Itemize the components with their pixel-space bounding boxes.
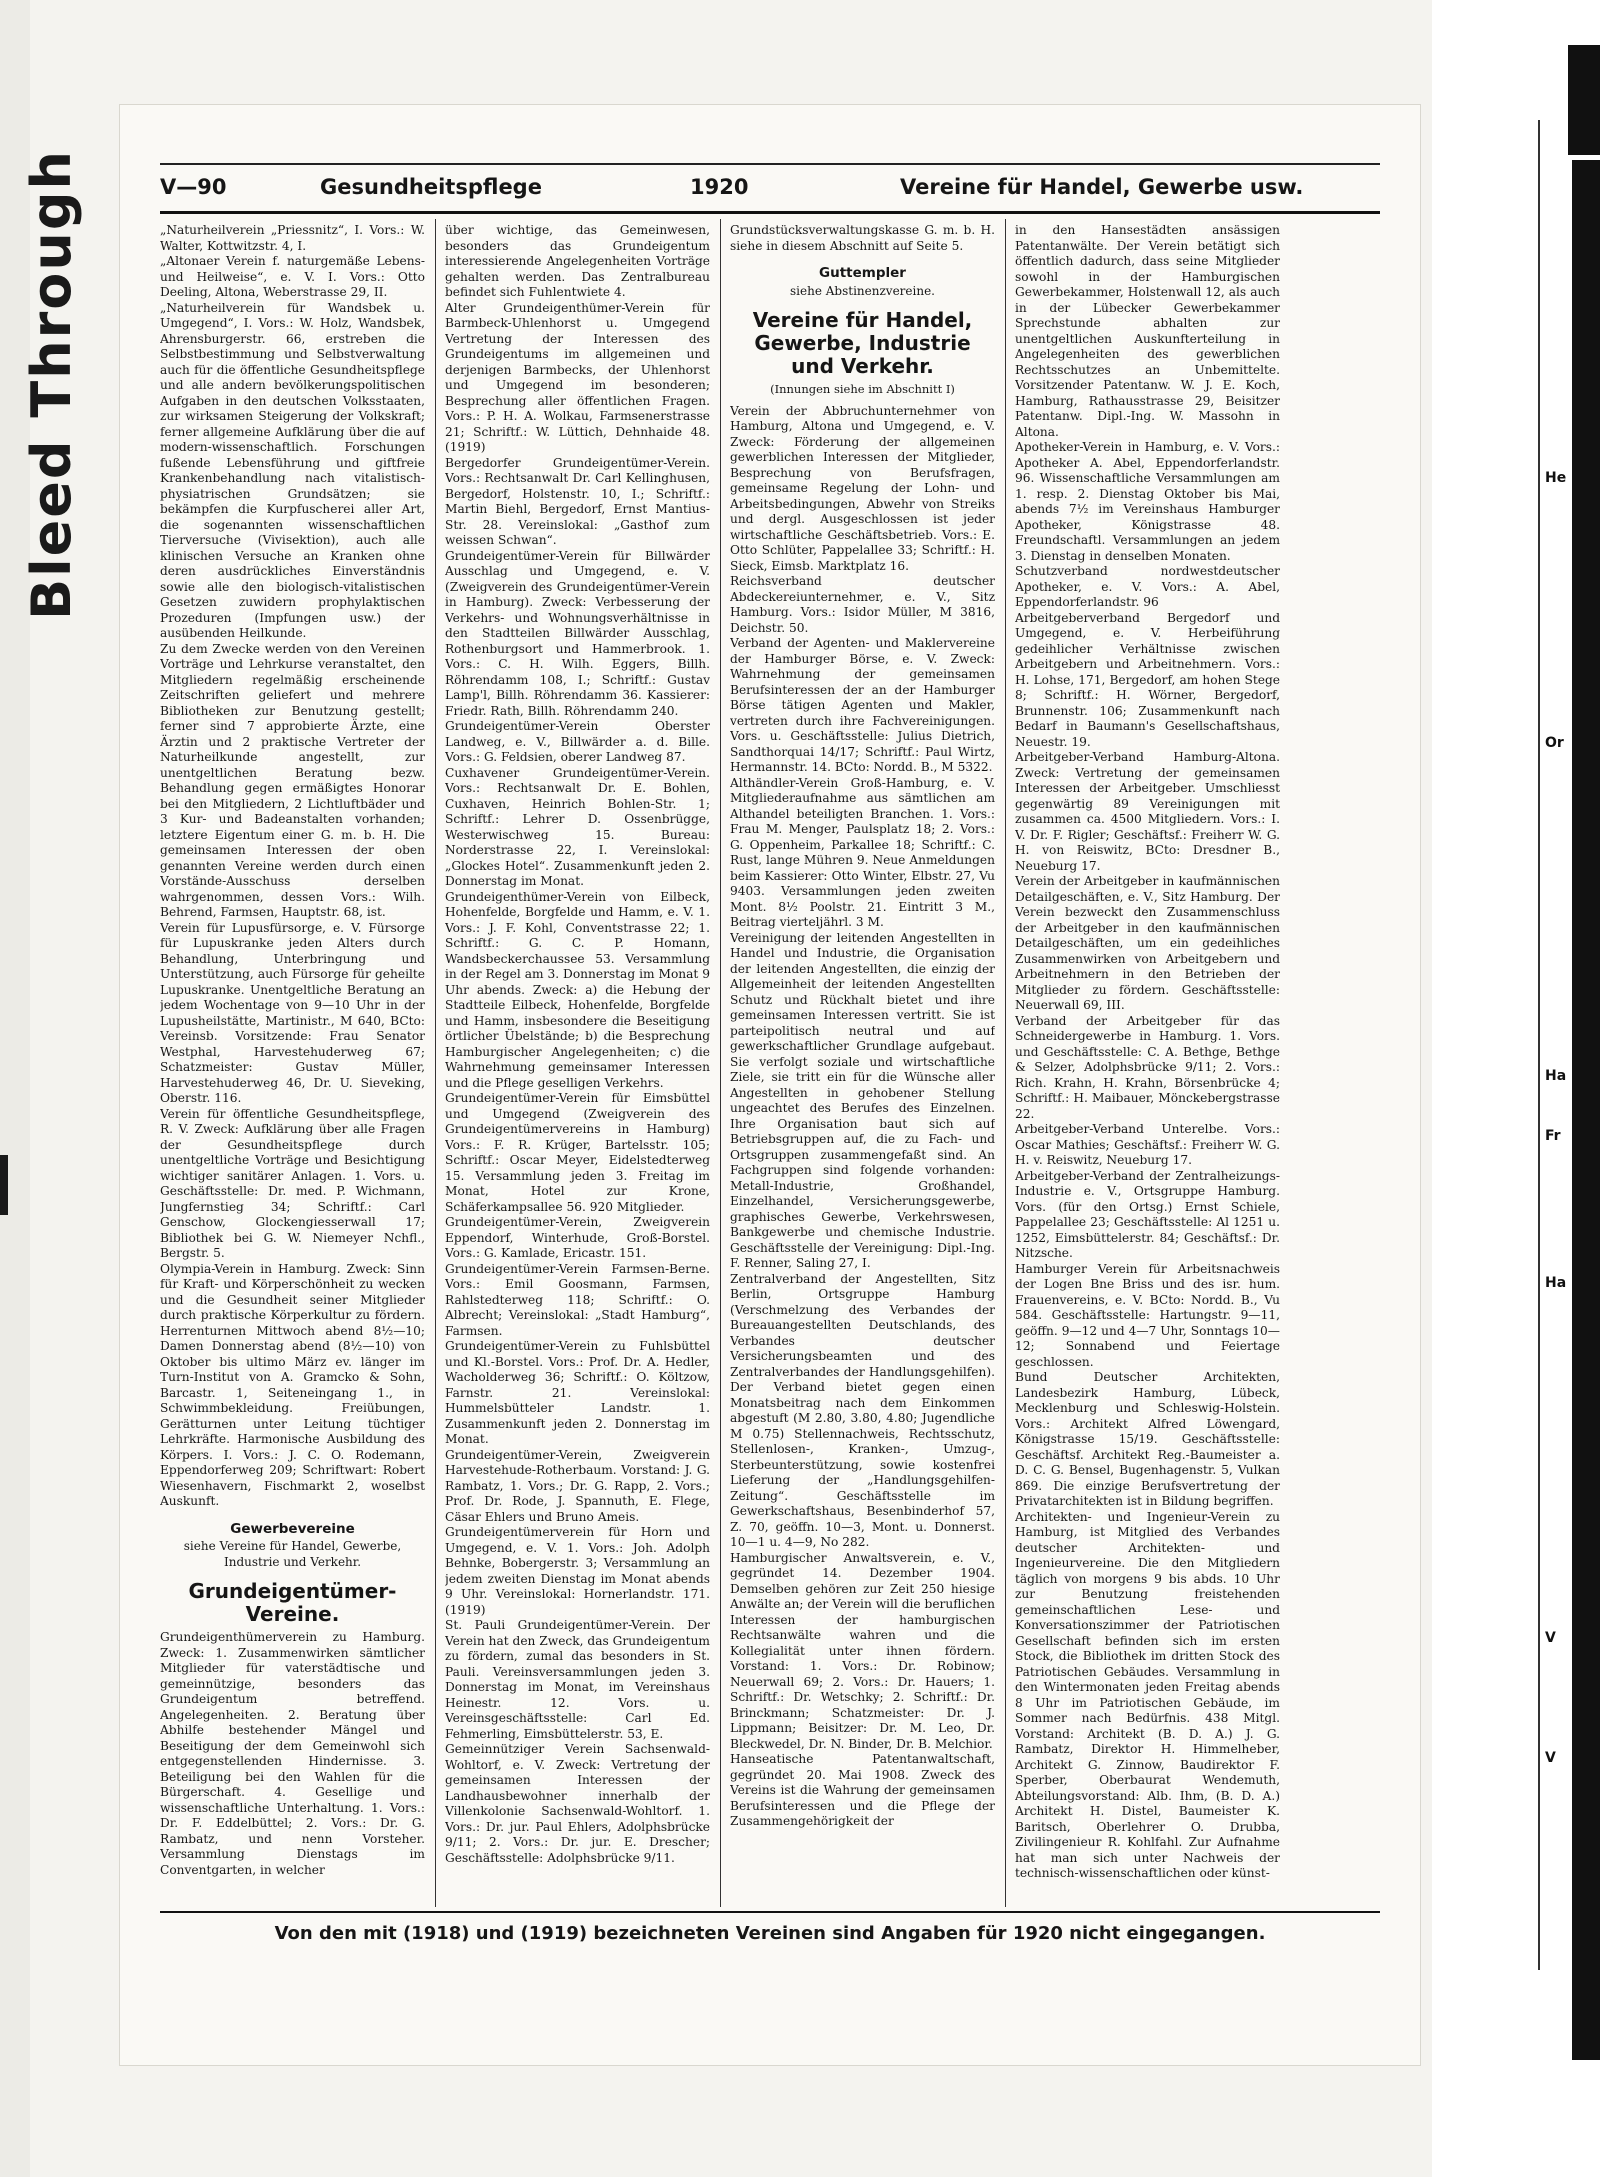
association-entry: Grundeigentümer-Verein, Zweigverein Harvestehude-Rotherbaum. Vorstand: J. G. Rambatz, 1. Vors.; Dr. G. Rapp, 2. Vors.; Prof. Dr. Rode, J. Spannuth, E. Flege, Cäsar Ehlers und Bruno Ameis. [445,1447,710,1524]
association-entry: Olympia-Verein in Hamburg. Zweck: Sinn für Kraft- und Körperschönheit zu wecken und die Gesundheit seiner Mitglieder durch praktische Körperkultur zu fördern. Herrenturnen Mittwoch abend 8½—10; Damen Donnerstag abend (8½—10) von Oktober bis ultimo März ev. länger im Turn-Institut von A. Gramcko & Sohn, Barcastr. 1, Seiteneingang 1., in Schwimmbekleidung. Freiübungen, Gerätturnen unter Leitung tüchtiger Lehrkräfte. Harmonische Ausbildung des Körpers. I. Vors.: J. C. O. Rodemann, Eppendorferweg 209; Schriftwart: Robert Wiesenhavern, Fischmarkt 2, woselbst Auskunft. [160,1261,425,1508]
association-entry: Althändler-Verein Groß-Hamburg, e. V. Mitgliederaufnahme aus sämtlichen am Althandel beteiligten Branchen. 1. Vors.: Frau M. Menger, Paulsplatz 18; 2. Vors.: G. Oppenheim, Parkallee 18; Schriftf.: C. Rust, lange Mühren 9. Neue Anmeldungen beim Kassierer: Otto Winter, Elbstr. 27, Vu 9403. Versammlungen jeden zweiten Mont. 8½ Poolstr. 21. Eintritt 3 M., Beitrag vierteljährl. 3 M. [730,775,995,929]
bleed-through-label: Bleed Through [20,149,83,620]
association-entry: Grundeigentümer-Verein für Billwärder Ausschlag und Umgegend, e. V. (Zweigverein des Grundeigentümer-Verein in Hamburg). Zweck: Verbesserung der Verkehrs- und Wohnungsverhältnisse in den Stadtteilen Billwärder Ausschlag, Rothenburgsort und Hammerbrook. 1. Vors.: C. H. Wilh. Eggers, Billh. Röhrendamm 108, I.; Schriftf.: Gustav Lamp'l, Billh. Röhrendamm 36. Kassierer: Friedr. Rath, Billh. Röhrendamm 240. [445,548,710,718]
column-1 [160,223,425,1903]
section-title: Vereine für Handel, Gewerbe, Industrie und Verkehr. [752,308,973,378]
association-entry: Verband der Agenten- und Maklervereine der Hamburger Börse, e. V. Zweck: Wahrnehmung der gemeinsamen Berufsinteressen der an der Hamburger Börse tätigen Agenten und Makler, vertreten durch ihre Fachvereinigungen. Vors. u. Geschäftsstelle: Julius Dietrich, Sandthorquai 14/17; Schriftf.: Paul Wirtz, Hermannstr. 14. BCto: Nordd. B., M 5322. [730,636,995,774]
association-entry: über wichtige, das Gemeinwesen, besonders das Grundeigentum interessierende Angelegenheiten Vorträge gehalten werden. Das Zentralbureau befindet sich Fuhlentwiete 4. [445,223,710,299]
section-heading: Gesundheitspflege [320,175,542,199]
association-entry: Verein der Abbruchunternehmer von Hamburg, Altona und Umgegend, e. V. Zweck: Förderung der allgemeinen gewerblichen Interessen der Mitglieder, Besprechung von Berufsfragen, gemeinsame Regelung der Lohn- und Arbeitsbedingungen, Abwehr von Streiks und dergl. Ausgeschlossen ist jeder wirtschaftliche Geschäftsbetrieb. Vors.: E. Otto Schlüter, Pappelallee 33; Schriftf.: H. Sieck, Eimsb. Marktplatz 16. [730,403,995,573]
page-year: 1920 [690,175,749,199]
subsection-title: Gewerbevereine [230,1520,355,1537]
association-entry: Bund Deutscher Architekten, Landesbezirk Hamburg, Lübeck, Mecklenburg und Schleswig-Holstein. Vors.: Architekt Alfred Löwengard, Königstrasse 15/19. Geschäftsstelle: Geschäftsf. Architekt Reg.-Baumeister a. D. C. G. Bensel, Bugenhagenstr. 5, Vulkan 869. Die einzige Berufsvertretung der Privatarchitekten ist in Bildung begriffen. [1015,1370,1280,1508]
association-entry: „Naturheilverein „Priessnitz“, I. Vors.: W. Walter, Kottwitzstr. 4, I. [160,223,425,253]
edge-word: Ha [1545,1275,1567,1291]
association-entry: Grundeigentümer-Verein zu Fuhlsbüttel und Kl.-Borstel. Vors.: Prof. Dr. A. Hedler, Wacholderweg 36; Schriftf.: O. Költzow, Farnstr. 21. Vereinslokal: Hummelsbütteler Landstr. 1. Zusammenkunft jeden 2. Donnerstag im Monat. [445,1339,710,1446]
column-3 [730,223,995,1903]
column-divider [720,219,721,1907]
association-entry: Grundeigentümer-Verein, Zweigverein Eppendorf, Winterhude, Groß-Borstel. Vors.: G. Kamlade, Ericastr. 151. [445,1215,710,1260]
footer-rule [160,1911,1380,1913]
association-entry: Zentralverband der Angestellten, Sitz Berlin, Ortsgruppe Hamburg (Verschmelzung des Verbandes der Bureauangestellten Deutschlands, des Verbandes deutscher Versicherungsbeamten und des Zentralverbandes der Handlungsgehilfen). Der Verband bietet gegen einen Monatsbeitrag nach dem Einkommen abgestuft (M 2.80, 3.80, 4.80; Jugendliche M 0.75) Stellennachweis, Rechtsschutz, Stellenlosen-, Kranken-, Umzug-, Sterbeunterstützung, sowie kostenfrei Lieferung der „Handlungsgehilfen-Zeitung“. Geschäftsstelle im Gewerkschaftshaus, Besenbinderhof 57, Z. 70, geöffn. 10—3, Mont. u. Donnerst. 10—1 u. 4—9, No 282. [730,1271,995,1549]
association-entry: Verein für Lupusfürsorge, e. V. Fürsorge für Lupuskranke jeden Alters durch Behandlung, Unterbringung und Unterstützung, auch Fürsorge für geheilte Lupuskranke. Unentgeltliche Beratung an jedem Wochentage von 9—10 Uhr in der Lupusheilstätte, Martinistr., M 640, BCto: Vereinsb. Vorsitzende: Frau Senator Westphal, Harvestehuderweg 67; Schatzmeister: Gustav Müller, Harvestehuderweg 46, Dr. U. Sieveking, Oberstr. 116. [160,920,425,1105]
association-entry: Hanseatische Patentanwaltschaft, gegründet 20. Mai 1908. Zweck des Vereins ist die Wahrung der gemeinsamen Berufsinteressen und die Pflege der Zusammengehörigkeit der [730,1752,995,1828]
edge-word: He [1545,470,1567,486]
association-entry: Grundeigentümerverein für Horn und Umgegend, e. V. 1. Vors.: Joh. Adolph Behnke, Bobergerstr. 3; Versammlung an jedem zweiten Dienstag im Monat abends 9 Uhr. Vereinslokal: Hornerlandstr. 171. (1919) [445,1525,710,1617]
cross-reference-note: (Innungen siehe im Abschnitt I) [770,382,955,396]
association-entry: Architekten- und Ingenieur-Verein zu Hamburg, ist Mitglied des Verbandes deutscher Architekten- und Ingenieurvereine. Die den Mitgliedern täglich von morgens 9 bis abds. 10 Uhr zur Benutzung freistehenden gemeinschaftlichen Lese- und Konversationszimmer der Patriotischen Gesellschaft befinden sich im ersten Stock, die Bibliothek im dritten Stock des Patriotischen Gebäudes. Versammlung in den Wintermonaten jeden Freitag abends 8 Uhr im Patriotischen Gebäude, im Sommer nach Bedürfnis. 438 Mitgl. Vorstand: Architekt (B. D. A.) J. G. Rambatz, Direktor H. Himmelheber, Architekt G. Zinnow, Baudirektor F. Sperber, Oberbaurat Wendemuth, Abteilungsvorstand: Alb. Ihm, (B. D. A.) Architekt H. Distel, Baumeister K. Baritsch, Oberlehrer O. Drubba, Zivilingenieur R. Kohlfahl. Zur Aufnahme hat man sich unter Nachweis der technisch-wissenschaftlichen oder künst- [1015,1509,1280,1880]
cross-reference-note: siehe Abstinenzvereine. [790,283,935,298]
document-page [120,105,1420,2065]
association-entry: Grundeigentümer-Verein für Eimsbüttel und Umgegend (Zweigverein des Grundeigentümervereins in Hamburg) Vors.: F. R. Krüger, Bartelsstr. 105; Schriftf.: Oscar Meyer, Eidelstedterweg 15. Versammlung jeden 3. Freitag im Monat, Hotel zur Krone, Schäferkampsallee 56. 920 Mitglieder. [445,1091,710,1214]
association-entry: Bergedorfer Grundeigentümer-Verein. Vors.: Rechtsanwalt Dr. Carl Kellinghusen, Bergedorf, Holstenstr. 10, I.; Schriftf.: Martin Biehl, Bergedorf, Ernst Mantius-Str. 28. Vereinslokal: „Gasthof zum weissen Schwan“. [445,455,710,547]
subsection-title: Guttempler [819,265,906,281]
association-entry: Verband der Arbeitgeber für das Schneidergewerbe in Hamburg. 1. Vors. und Geschäftsstelle: C. A. Bethge, Bethge & Selzer, Adolphsbrücke 9/11; 2. Vors.: Rich. Krahn, H. Krahn, Börsenbrücke 4; Schriftf.: H. Maibauer, Mönckebergstrasse 22. [1015,1013,1280,1121]
association-entry: in den Hansestädten ansässigen Patentanwälte. Der Verein betätigt sich öffentlich dadurch, dass seine Mitglieder sowohl in der Hamburgischen Gewerbekammer, Holstenwall 12, als auch in der Lübecker Gewerbekammer Sprechstunde abhalten zur unentgeltlichen Auskunfterteilung in Angelegenheiten des gewerblichen Rechtsschutzes an Unbemittelte. Vorsitzender Patentanw. W. J. E. Koch, Hamburg, Rathausstrasse 29, Beisitzer Patentanw. Dipl.-Ing. W. Massohn in Altona. [1015,223,1280,439]
association-entry: Grundeigenthümerverein zu Hamburg. Zweck: 1. Zusammenwirken sämtlicher Mitglieder für vaterstädtische und gemeinnützige, besonders das Grundeigentum betreffend. Angelegenheiten. 2. Beratung über Abhilfe bestehender Mängel und Beseitigung der dem Gemeinwohl sich entgegenstellenden Hindernisse. 3. Beteiligung bei den Wahlen für die Bürgerschaft. 4. Gesellige und wissenschaftliche Unterhaltung. 1. Vors.: Dr. F. Eddelbüttel; 2. Vors.: Dr. G. Rambatz, und nenn Vorsteher. Versammlung Dienstags im Conventgarten, in welcher [160,1630,425,1877]
association-entry: Zu dem Zwecke werden von den Vereinen Vorträge und Lehrkurse veranstaltet, den Mitgliedern regelmäßig erscheinende Zeitschriften geliefert und mehrere Bibliotheken zur Benutzung gestellt; ferner sind 7 approbierte Ärzte, eine Ärztin und 2 praktische Vertreter der Naturheilkunde angestellt, zur unentgeltlichen Beratung bezw. Behandlung gegen ermäßigtes Honorar bei den Mitgliedern, 2 Lichtluftbäder und 3 Kur- und Badeanstalten vorhanden; letztere Eigentum einer G. m. b. H. Die gemeinsamen Interessen der oben genannten Vereine werden durch einen Vorstände-Ausschuss derselben wahrgenommen, dessen Vors.: Wilh. Behrend, Farmsen, Hauptstr. 68, ist. [160,641,425,919]
association-entry: Arbeitgeber-Verband Hamburg-Altona. Zweck: Vertretung der gemeinsamen Interessen der Arbeitgeber. Umschliesst gegenwärtig 89 Vereinigungen mit zusammen ca. 4500 Mitgliedern. Vors.: I. V. Dr. F. Rigler; Geschäftsf.: Freiherr W. G. H. von Reiswitz, BCto: Dresdner B., Neueburg 17. [1015,750,1280,873]
scan-dark-bar-top [1568,45,1600,155]
edge-word: Ha [1545,1068,1567,1084]
association-entry: Gemeinnütziger Verein Sachsenwald-Wohltorf, e. V. Zweck: Vertretung der gemeinsamen Interessen der Landhausbewohner innerhalb der Villenkolonie Sachsenwald-Wohltorf. 1. Vors.: Dr. jur. Paul Ehlers, Adolphsbrücke 9/11; 2. Vors.: Dr. jur. E. Drescher; Geschäftsstelle: Adolphsbrücke 9/11. [445,1742,710,1865]
association-entry: Grundstücksverwaltungskasse G. m. b. H. siehe in diesem Abschnitt auf Seite 5. [730,223,995,253]
association-entry: Verein für öffentliche Gesundheitspflege, R. V. Zweck: Aufklärung über alle Fragen der Gesundheitspflege durch unentgeltliche Vorträge und Besichtigung wichtiger sanitärer Anlagen. 1. Vors. u. Geschäftsstelle: Dr. med. P. Wichmann, Jungfernstieg 34; Schriftf.: Carl Genschow, Glockengiesserwall 17; Bibliothek bei G. W. Niemeyer Nchfl., Bergstr. 5. [160,1106,425,1260]
association-entry: Arbeitgeberverband Bergedorf und Umgegend, e. V. Herbeiführung gedeihlicher Verhältnisse zwischen Arbeitgebern und Arbeitnehmern. Vors.: H. Lohse, 171, Bergedorf, am hohen Stege 8; Schriftf.: H. Wörner, Bergedorf, Brunnenstr. 106; Zusammenkunft nach Bedarf in Baumann's Gesellschaftshaus, Neuestr. 19. [1015,610,1280,749]
cross-reference-note: siehe Vereine für Handel, Gewerbe, Industrie und Verkehr. [183,1539,402,1569]
association-entry: Alter Grundeigenthümer-Verein für Barmbeck-Uhlenhorst u. Umgegend Vertretung der Interessen des Grundeigentums im allgemeinen und derjenigen Barmbecks, der Uhlenhorst und Umgegend im besonderen; Besprechung aller öffentlichen Fragen. Vors.: P. H. A. Wolkau, Farmsenerstrasse 21; Schriftf.: W. Lüttich, Dehnhaide 48. (1919) [445,300,710,454]
bleed-mark [0,1155,8,1215]
association-entry: Schutzverband nordwestdeutscher Apotheker, e. V. Vors.: A. Abel, Eppendorferlandstr. 96 [1015,564,1280,609]
page-header [160,169,1380,209]
edge-word: Fr [1545,1128,1561,1144]
column-4 [1015,223,1280,1903]
association-entry: Arbeitgeber-Verband Unterelbe. Vors.: Oscar Mathies; Geschäftsf.: Freiherr W. G. H. v. Reiswitz, Neueburg 17. [1015,1122,1280,1167]
column-divider [1005,219,1006,1907]
footer-note: Von den mit (1918) und (1919) bezeichneten Vereinen sind Angaben für 1920 nicht eingegangen. [274,1923,1266,1944]
association-entry: Hamburger Verein für Arbeitsnachweis der Logen Bne Briss und des isr. hum. Frauenvereins, e. V. BCto: Nordd. B., Vu 584. Geschäftsstelle: Hartungstr. 9—11, geöffn. 9—12 und 4—7 Uhr, Sonntags 10—12; Sonnabend und Feiertage geschlossen. [1015,1261,1280,1369]
association-entry: Vereinigung der leitenden Angestellten in Handel und Industrie, die Organisation der leitenden Angestellten, die einzig der Allgemeinheit der leitenden Angestellten Schutz und Rückhalt bietet und ihre gemeinsamen Interessen vertritt. Sie ist parteipolitisch neutral und auf gewerkschaftlicher Grundlage aufgebaut. Sie verfolgt soziale und wirtschaftliche Ziele, sie tritt ein für die Wünsche aller Angestellten in gehobener Stellung ungeachtet des Berufes des Einzelnen. Ihre Organisation baut sich auf Betriebsgruppen auf, die zu Fach- und Ortsgruppen zusammengefaßt sind. An Fachgruppen sind folgende vorhanden: Metall-Industrie, Großhandel, Einzelhandel, Versicherungsgewerbe, graphisches Gewerbe, Verkehrswesen, Bankgewerbe und chemische Industrie. Geschäftsstelle der Vereinigung: Dipl.-Ing. F. Renner, Saling 27, I. [730,930,995,1270]
running-title: Vereine für Handel, Gewerbe usw. [900,175,1304,199]
association-entry: Grundeigentümer-Verein Farmsen-Berne. Vors.: Emil Goosmann, Farmsen, Rahlstedterweg 118; Schriftf.: O. Albrecht; Vereinslokal: „Stadt Hamburg“, Farmsen. [445,1261,710,1338]
adjacent-page-edge [1538,120,1540,1970]
association-entry: Apotheker-Verein in Hamburg, e. V. Vors.: Apotheker A. Abel, Eppendorferlandstr. 96. Wissenschaftliche Versammlungen am 1. resp. 2. Dienstag Oktober bis Mai, abends 7½ im Vereinshaus Hamburger Apotheker, Königstrasse 48. Freundschaftl. Versammlungen an jedem 3. Dienstag in denselben Monaten. [1015,440,1280,563]
column-2 [445,223,710,1903]
top-rule [160,163,1380,165]
association-entry: Reichsverband deutscher Abdeckereiunternehmer, e. V., Sitz Hamburg. Vors.: Isidor Müller, M 3816, Deichstr. 50. [730,574,995,635]
association-entry: St. Pauli Grundeigentümer-Verein. Der Verein hat den Zweck, das Grundeigentum zu fördern, zumal das besonders in St. Pauli. Vereinsversammlungen jeden 3. Donnerstag im Monat, im Vereinshaus Heinestr. 12. Vors. u. Vereinsgeschäftsstelle: Carl Ed. Fehmerling, Eimsbüttelerstr. 53, E. [445,1618,710,1741]
association-entry: Cuxhavener Grundeigentümer-Verein. Vors.: Rechtsanwalt Dr. E. Bohlen, Cuxhaven, Heinrich Bohlen-Str. 1; Schriftf.: Lehrer D. Ossenbrügge, Westerwischweg 15. Bureau: Norderstrasse 22, I. Vereinslokal: „Glockes Hotel“. Zusammenkunft jeden 2. Donnerstag im Monat. [445,765,710,888]
association-entry: „Naturheilverein für Wandsbek u. Umgegend“, I. Vors.: W. Holz, Wandsbek, Ahrensburgerstr. 66, erstreben die Selbstbestimmung und Selbstverwaltung auch für die öffentliche Gesundheitspflege und alle andern bevölkerungspolitischen Aufgaben in den deutschen Volksstaaten, zur wirksamen Steigerung der Volkskraft; ferner allgemeine Aufklärung über die auf modern-wissenschaftlich. Forschungen fußende Lebensführung und giftfreie Krankenbehandlung nach vitalistisch-physiatrischen Grundsätzen; sie bekämpfen die Kurpfuscherei aller Art, die sogenannten wissenschaftlichen Tierversuche (Vivisektion), auch alle klinischen Versuche an Kranken ohne deren ausdrückliches Einverständnis sowie alle den biologisch-vitalistischen Gesetzen zuwidern prophylaktischen Prozeduren (Impfungen usw.) der ausübenden Heilkunde. [160,300,425,640]
section-title: Grundeigentümer-Vereine. [188,1579,397,1626]
header-rule [160,211,1380,214]
scan-dark-bar [1572,160,1600,2060]
association-entry: Grundeigentümer-Verein Oberster Landweg, e. V., Billwärder a. d. Bille. Vors.: G. Feldsien, oberer Landweg 87. [445,719,710,764]
association-entry: Arbeitgeber-Verband der Zentralheizungs-Industrie e. V., Ortsgruppe Hamburg. Vors. (für den Ortsg.) Ernst Schiele, Pappelallee 23; Geschäftsstelle: Al 1251 u. 1252, Eimsbüttelerstr. 84; Geschäftsf.: Dr. Nitzsche. [1015,1168,1280,1260]
association-entry: Grundeigenthümer-Verein von Eilbeck, Hohenfelde, Borgfelde und Hamm, e. V. 1. Vors.: J. F. Kohl, Conventstrasse 22; 1. Schriftf.: G. C. P. Homann, Wandsbeckerchaussee 53. Versammlung in der Regel am 3. Donnerstag im Monat 9 Uhr abends. Zweck: a) die Hebung der Stadtteile Eilbeck, Hohenfelde, Borgfelde und Hamm, insbesondere die Beseitigung örtlicher Übelstände; b) die Besprechung Hamburgischer Angelegenheiten; c) die Wahrnehmung gemeinsamer Interessen und die Pflege geselligen Verkehrs. [445,889,710,1090]
association-entry: Hamburgischer Anwaltsverein, e. V., gegründet 14. Dezember 1904. Demselben gehören zur Zeit 250 hiesige Anwälte an; der Verein will die beruflichen Interessen der hamburgischen Rechtsanwälte wahren und die Kollegialität unter ihnen fördern. Vorstand: 1. Vors.: Dr. Robinow; Neuerwall 69; 2. Vors.: Dr. Hauers; 1. Schriftf.: Dr. Wetschky; 2. Schriftf.: Dr. Brinckmann; Schatzmeister: Dr. J. Lippmann; Beisitzer: Dr. M. Leo, Dr. Bleckwedel, Dr. N. Binder, Dr. B. Melchior. [730,1550,995,1751]
column-divider [435,219,436,1907]
edge-word: V [1545,1750,1556,1766]
association-entry: Verein der Arbeitgeber in kaufmännischen Detailgeschäften, e. V., Sitz Hamburg. Der Verein bezweckt den Zusammenschluss der Arbeitgeber in den kaufmännischen Detailgeschäften, um ein gedeihliches Zusammenwirken von Arbeitgebern und Arbeitnehmern in den Betrieben der Mitglieder zu fördern. Geschäftsstelle: Neuerwall 69, III. [1015,874,1280,1012]
edge-word: Or [1545,735,1564,751]
association-entry: „Altonaer Verein f. naturgemäße Lebens- und Heilweise“, e. V. I. Vors.: Otto Deeling, Altona, Weberstrasse 29, II. [160,254,425,299]
edge-word: V [1545,1630,1556,1646]
page-number: V—90 [160,175,227,199]
